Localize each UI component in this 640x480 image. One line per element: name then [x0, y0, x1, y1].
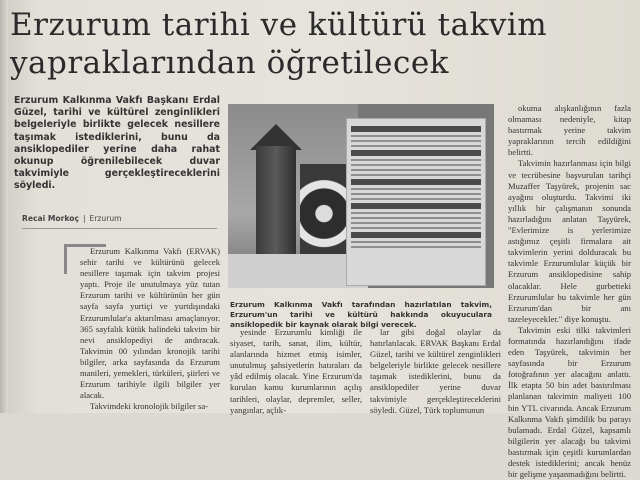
calendar-text-line — [351, 217, 481, 219]
calendar-heading-bar — [351, 232, 481, 238]
byline — [22, 214, 212, 223]
column-1-paragraph: Takvimdeki kronolojik bilgiler sa- — [90, 401, 209, 412]
headline — [10, 6, 635, 82]
byline-author: Recai Morkoç — [22, 214, 79, 223]
calendar-text-line — [351, 140, 481, 142]
calendar-heading-bar — [351, 126, 481, 132]
calendar-text-line — [351, 222, 481, 224]
calendar-page-mockup — [346, 118, 486, 286]
calendar-text-line — [351, 135, 481, 137]
calendar-heading-bar — [351, 150, 481, 156]
calendar-heading-bar — [351, 203, 481, 209]
column-1-paragraph: Erzurum Kalkınma Vakfı (ERVAK) sehir tarihi ve kültürünü gelecek nesillere taşımak için takvim projesi yaptı. Proje ile unutulmaya yüz tutan Erzurum tarihi ve kültürünün her gün sayfa sayfa yurtiçi ve yurtdışındaki Erzurumlular'a aktarılması amaçlanıyor. 365 sayfalık kütük halindeki takvim bir nevi ansiklopediyi de andıracak. Takvimin 00 yılından kronojik tarihi bilgiler, arka sayfasında da Erzurum manileri, yemekleri, türküleri, şiirleri ve Erzurum tarihiyle ilgili bilgiler yer alacak. — [80, 246, 220, 401]
byline-separator: | — [82, 214, 86, 223]
photo-caption: Erzurum Kalkınma Vakfı tarafından hazırlatılan takvim, Erzurum'un tarihi ve kültürü hakkında okuyuculara ansiklopedik bir kaynak olarak bilgi verecek. — [230, 300, 492, 329]
article-column-2 — [230, 327, 362, 416]
page-binding-shadow — [0, 0, 8, 413]
calendar-heading-bar — [351, 179, 481, 185]
column-3-paragraph: lar gibi doğal olaylar da hatırlatılacak. ERVAK Başkanı Erdal Güzel, tarihi ve kültürel zenginlikleri belgeleriyle birlikte gelecek nesillere taşımak istediklerini, bunu da ansiklopediler yerine duvar takvimiyle gerçekleştireceklerini söyledi. Güzel, Türk toplumunun — [370, 327, 501, 415]
calendar-text-line — [351, 227, 481, 229]
calendar-text-line — [351, 169, 481, 171]
calendar-text-line — [351, 159, 481, 161]
column-4-paragraph: okuma alışkanlığının fazla olmaması nedeniyle, kitap bastırmak yerine takvim yapraklarının tercih edildiğini belirtti. — [508, 103, 631, 158]
calendar-text-line — [351, 145, 481, 147]
article-column-3 — [370, 327, 501, 416]
calendar-text-line — [351, 246, 481, 248]
calendar-photo — [228, 104, 494, 288]
calendar-text-line — [351, 241, 481, 243]
article-column-4 — [508, 103, 631, 480]
byline-city: Erzurum — [89, 214, 122, 223]
calendar-text-line — [351, 212, 481, 214]
lead-paragraph: Erzurum Kalkınma Vakfı Başkanı Erdal Güzel, tarihi ve kültürel zenginlikleri belgeleriyle birlikte gelecek nesillere taşımak istediklerini, bunu da ansiklopediler yerine daha rahat okunup öğrenilebilecek duvar takvimiyle gerçekleştireceklerini söyledi. — [14, 95, 220, 192]
article-column-1 — [80, 246, 220, 412]
headline-line-1: Erzurum tarihi ve kültürü takvim — [10, 7, 548, 43]
column-4-paragraph: Takvimin hazırlanması için bilgi ve tecrübesine başvurulan tarihçi Muzaffer Taşyürek, projenin sac ayağını oluşturdu. Takvimi iki yıllık bir çalışmanın sonunda hazırladığını anlatan Taşyürek, "Evlerimize is yerlerimize astığımız çeşitli firmalara ait takvimlerin yerini dolduracak bu takvimle Erzurumlular küçük bir Erzurum ansiklopedisine sahip olacaklar. Hele gurbetteki Erzurumlular bu takvimle her gün Erzurum'dan bir anı tazeleyecekler." diye konuştu. — [508, 158, 631, 324]
calendar-text-line — [351, 164, 481, 166]
headline-line-2: yapraklarından öğretilecek — [10, 45, 449, 81]
calendar-text-line — [351, 174, 481, 176]
calendar-text-line — [351, 198, 481, 200]
column-4-paragraph: Takvimin eski tilki takvimleri formatında hazırlandığını ifade eden Taşyürek, takvimin her sayfasında bir Erzurum fotoğrafının yer alacağını anlattı. İlk etapta 50 bin adet bastırılması planlanan takvimin maliyeti 100 bin YTL civarında. Ancak Erzurum Kalkınma Vakfı şimdilik bu parayı bulamadı. Erdal Güzel, kapsamlı bilgilerin yer alacağı bu takvimi bastırmak için çeşitli kurumlardan destek istediklerini; ancak henüz bir gelişme yaşanmadığını belirtti. — [508, 324, 631, 480]
column-2-paragraph: yesinde Erzurumlu kimliği ile siyaset, tarih, sanat, ilim, kültür, alanlarında hizmet etmiş isimler, unutulmuş şahsiyetlerin hatıraları da yâd edilmiş olacak. Yine Erzurum'da kurulan kamu kurumlarının açılış tarihleri, olaylar, depremler, seller, yangınlar, açlık- — [230, 327, 362, 415]
calendar-text-line — [351, 188, 481, 190]
byline-rule — [22, 228, 217, 229]
calendar-text-line — [351, 193, 481, 195]
